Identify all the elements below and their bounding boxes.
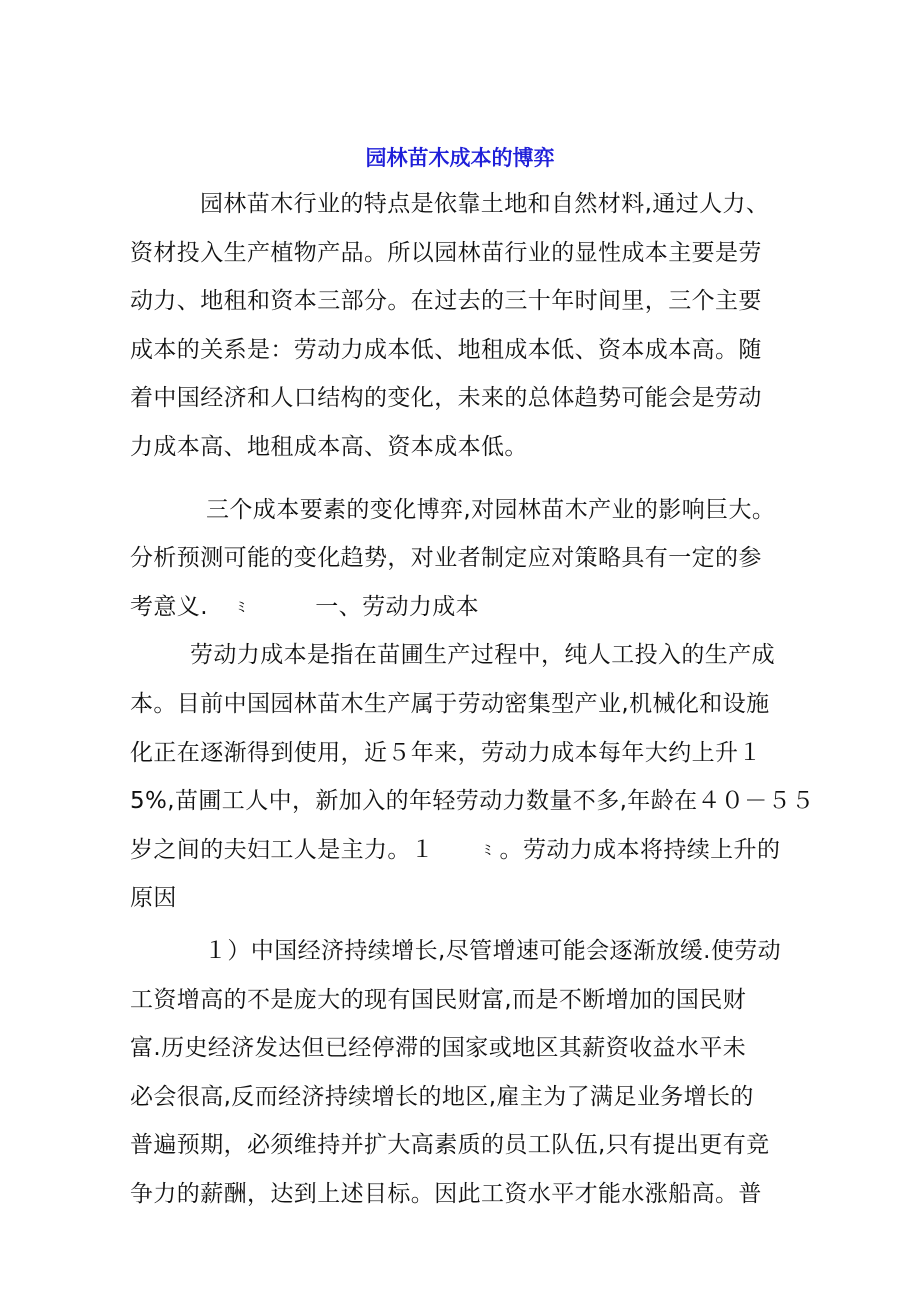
- paragraph-line: 资材投入生产植物产品。所以园林苗行业的显性成本主要是劳: [130, 239, 762, 266]
- paragraph-segment: 岁之间的夫妇工人是主力。１: [130, 836, 435, 863]
- paragraph-line: 本。目前中国园林苗木生产属于劳动密集型产业,机械化和设施: [130, 690, 770, 717]
- paragraph-line: 分析预测可能的变化趋势，对业者制定应对策略具有一定的参: [130, 545, 762, 572]
- paragraph-line: 争力的薪酬，达到上述目标。因此工资水平才能水涨船高。普: [130, 1180, 762, 1207]
- paragraph-line: 动力、地租和资本三部分。在过去的三十年时间里，三个主要: [130, 288, 762, 315]
- paragraph-line: 5%,苗圃工人中，新加入的年轻劳动力数量不多,年龄在４０－５５: [130, 788, 815, 815]
- document-title: 园林苗木成本的博弈: [365, 146, 555, 170]
- paragraph-line: 普遍预期，必须维持并扩大高素质的员工队伍,只有提出更有竞: [130, 1132, 770, 1159]
- paragraph-line: 化正在逐渐得到使用，近５年来，劳动力成本每年大约上升１: [130, 739, 762, 766]
- paragraph-line: 力成本高、地租成本高、资本成本低。: [130, 433, 528, 460]
- paragraph-line: 原因: [130, 885, 177, 912]
- paragraph-line: 工资增高的不是庞大的现有国民财富,而是不断增加的国民财: [130, 986, 747, 1013]
- paragraph-line: 成本的关系是：劳动力成本低、地租成本低、资本成本高。随: [130, 336, 762, 363]
- body-text: [130, 180, 815, 1218]
- artifact-glyph: ﾐ: [483, 840, 492, 859]
- paragraph-line-with-glyph: [130, 826, 810, 875]
- paragraph-line-with-heading: [130, 583, 810, 632]
- artifact-glyph: ﾐ: [237, 597, 246, 616]
- paragraph-line: １）中国经济持续增长,尽管增速可能会逐渐放缓.使劳动: [204, 937, 782, 964]
- paragraph-line: 富.历史经济发达但已经停滞的国家或地区其薪资收益水平未: [130, 1035, 747, 1062]
- paragraph-line: 着中国经济和人口结构的变化，未来的总体趋势可能会是劳动: [130, 385, 762, 412]
- paragraph-segment: 考意义.: [130, 593, 208, 620]
- section-heading: 一、劳动力成本: [315, 593, 480, 620]
- paragraph-segment: 。劳动力成本将持续上升的: [499, 836, 781, 863]
- paragraph-line: 三个成本要素的变化博弈,对园林苗木产业的影响巨大。: [206, 496, 776, 523]
- paragraph-line: 劳动力成本是指在苗圃生产过程中，纯人工投入的生产成: [190, 642, 775, 669]
- paragraph-line: 必会很高,反而经济持续增长的地区,雇主为了满足业务增长的: [130, 1083, 754, 1110]
- paragraph-line: 园林苗木行业的特点是依靠土地和自然材料,通过人力、: [200, 191, 770, 217]
